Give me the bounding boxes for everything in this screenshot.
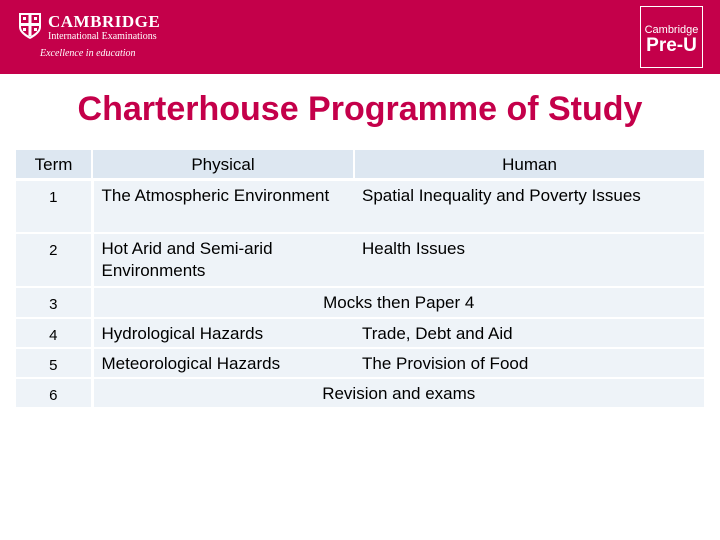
table-row — [16, 179, 704, 233]
term-cell: 4 — [16, 318, 92, 348]
header-banner — [0, 0, 720, 74]
term-cell: 6 — [16, 378, 92, 408]
column-header-term: Term — [16, 150, 92, 179]
table-row — [16, 287, 704, 318]
page-title: Charterhouse Programme of Study — [77, 90, 643, 128]
physical-cell: Hot Arid and Semi-arid Environments — [92, 233, 354, 287]
physical-cell: Hydrological Hazards — [92, 318, 354, 348]
table-row — [16, 318, 704, 348]
physical-cell: The Atmospheric Environment — [92, 179, 354, 233]
term-cell: 3 — [16, 287, 92, 318]
table-row — [16, 348, 704, 378]
term-cell: 2 — [16, 233, 92, 287]
human-cell: Trade, Debt and Aid — [354, 318, 704, 348]
physical-cell: Meteorological Hazards — [92, 348, 354, 378]
badge-big-text: Pre-U — [646, 35, 697, 56]
brand-name: CAMBRIDGE — [48, 12, 161, 31]
crest-icon — [18, 12, 42, 40]
column-header-human: Human — [354, 150, 704, 179]
human-cell: The Provision of Food — [354, 348, 704, 378]
combined-cell: Revision and exams — [92, 378, 704, 408]
human-cell: Health Issues — [354, 233, 704, 287]
table-row — [16, 233, 704, 287]
term-cell: 5 — [16, 348, 92, 378]
column-header-physical: Physical — [92, 150, 354, 179]
brand-subtitle: International Examinations — [48, 31, 157, 42]
combined-cell: Mocks then Paper 4 — [92, 287, 704, 318]
term-cell: 1 — [16, 179, 92, 233]
programme-table — [16, 150, 704, 409]
human-cell: Spatial Inequality and Poverty Issues — [354, 179, 704, 233]
pre-u-badge — [640, 6, 703, 68]
brand-tagline: Excellence in education — [40, 48, 136, 59]
table-row — [16, 378, 704, 408]
table-header-row — [16, 150, 704, 179]
badge-small-text: Cambridge — [644, 24, 699, 36]
